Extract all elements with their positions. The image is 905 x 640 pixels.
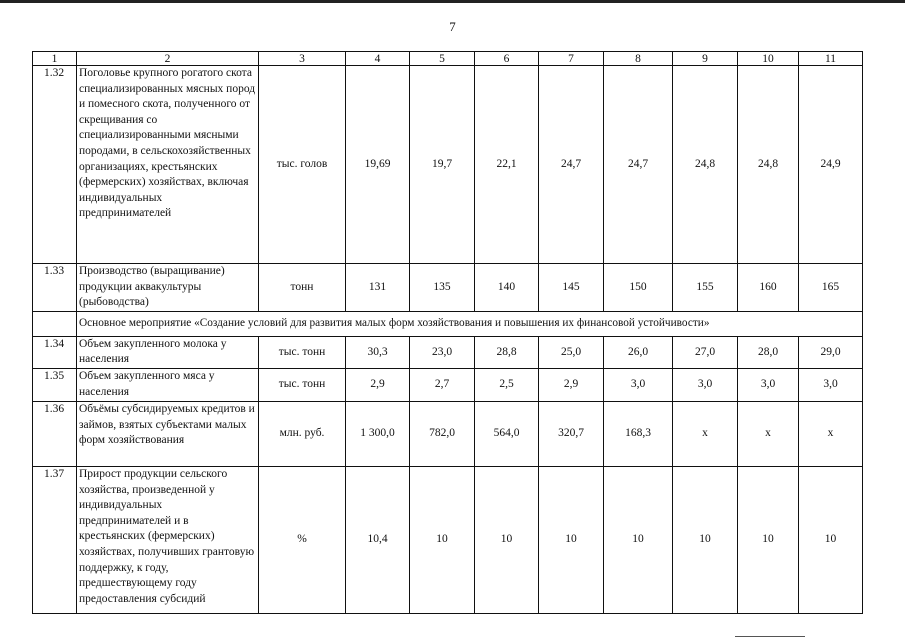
section-heading-row [33, 311, 863, 336]
value-cell: 19,7 [410, 66, 475, 264]
row-number: 1.34 [33, 336, 77, 368]
column-number: 7 [539, 52, 604, 66]
indicator-name: Прирост продукции сельского хозяйства, произведенной у индивидуальных предпринимателей и в крестьянских (фермерских) хозяйствах, получивших грантовую поддержку, к году, предшествующему году предоставления субсидий [77, 466, 259, 613]
table-row [33, 466, 863, 613]
table-row [33, 66, 863, 264]
table-row [33, 336, 863, 368]
row-number: 1.32 [33, 66, 77, 264]
value-cell: 3,0 [738, 368, 799, 401]
value-cell: 26,0 [604, 336, 673, 368]
value-cell: 320,7 [539, 401, 604, 466]
value-cell: 29,0 [799, 336, 863, 368]
value-cell: 2,5 [475, 368, 539, 401]
column-number: 9 [673, 52, 738, 66]
table-row [33, 401, 863, 466]
column-number: 4 [346, 52, 410, 66]
value-cell: 28,0 [738, 336, 799, 368]
value-cell: 10 [539, 466, 604, 613]
value-cell: 135 [410, 264, 475, 312]
column-number: 1 [33, 52, 77, 66]
unit-cell: % [259, 466, 346, 613]
value-cell: 10 [604, 466, 673, 613]
value-cell: 3,0 [604, 368, 673, 401]
value-cell: 150 [604, 264, 673, 312]
column-number: 2 [77, 52, 259, 66]
column-number: 10 [738, 52, 799, 66]
value-cell: 19,69 [346, 66, 410, 264]
value-cell: 25,0 [539, 336, 604, 368]
value-cell: 165 [799, 264, 863, 312]
value-cell: х [799, 401, 863, 466]
unit-cell: тыс. тонн [259, 368, 346, 401]
value-cell: 24,7 [539, 66, 604, 264]
row-number: 1.36 [33, 401, 77, 466]
value-cell: 10 [410, 466, 475, 613]
indicator-name: Объем закупленного мяса у населения [77, 368, 259, 401]
column-number: 8 [604, 52, 673, 66]
row-number: 1.35 [33, 368, 77, 401]
value-cell: 145 [539, 264, 604, 312]
value-cell: 160 [738, 264, 799, 312]
value-cell: 1 300,0 [346, 401, 410, 466]
value-cell: 782,0 [410, 401, 475, 466]
value-cell: 27,0 [673, 336, 738, 368]
section-heading: Основное мероприятие «Создание условий для развития малых форм хозяйствования и повышения их финансовой устойчивости» [77, 311, 863, 336]
value-cell: 24,9 [799, 66, 863, 264]
unit-cell: тыс. тонн [259, 336, 346, 368]
indicators-table [32, 51, 863, 614]
value-cell: 3,0 [799, 368, 863, 401]
column-number: 11 [799, 52, 863, 66]
value-cell: 155 [673, 264, 738, 312]
value-cell: 564,0 [475, 401, 539, 466]
value-cell: 2,9 [346, 368, 410, 401]
value-cell: х [738, 401, 799, 466]
value-cell: 10 [475, 466, 539, 613]
value-cell: 140 [475, 264, 539, 312]
value-cell: 30,3 [346, 336, 410, 368]
table-row [33, 264, 863, 312]
section-number-blank [33, 311, 77, 336]
value-cell: 131 [346, 264, 410, 312]
value-cell: 2,7 [410, 368, 475, 401]
value-cell: 24,8 [738, 66, 799, 264]
value-cell: 10 [799, 466, 863, 613]
value-cell: 24,8 [673, 66, 738, 264]
column-number: 6 [475, 52, 539, 66]
value-cell: 10 [738, 466, 799, 613]
indicator-name: Объем закупленного молока у населения [77, 336, 259, 368]
indicator-name: Объёмы субсидируемых кредитов и займов, взятых субъектами малых форм хозяйствования [77, 401, 259, 466]
unit-cell: тыс. голов [259, 66, 346, 264]
value-cell: 23,0 [410, 336, 475, 368]
unit-cell: тонн [259, 264, 346, 312]
unit-cell: млн. руб. [259, 401, 346, 466]
value-cell: 10 [673, 466, 738, 613]
row-number: 1.37 [33, 466, 77, 613]
indicator-name: Производство (выращивание) продукции аквакультуры (рыбоводства) [77, 264, 259, 312]
row-number: 1.33 [33, 264, 77, 312]
table-row [33, 368, 863, 401]
value-cell: 24,7 [604, 66, 673, 264]
value-cell: 2,9 [539, 368, 604, 401]
scan-artifact-line [735, 636, 805, 637]
top-border-line [0, 0, 905, 3]
value-cell: 168,3 [604, 401, 673, 466]
column-number: 5 [410, 52, 475, 66]
column-number: 3 [259, 52, 346, 66]
value-cell: 3,0 [673, 368, 738, 401]
column-number-row [33, 52, 863, 66]
page-number: 7 [449, 19, 456, 34]
value-cell: 10,4 [346, 466, 410, 613]
value-cell: 28,8 [475, 336, 539, 368]
indicator-name: Поголовье крупного рогатого скота специализированных мясных пород и помесного скота, полученного от скрещивания со специализированными мясными породами, в сельскохозяйственных организациях, крестьянских (фермерских) хозяйствах, включая индивидуальных предпринимателей [77, 66, 259, 264]
value-cell: 22,1 [475, 66, 539, 264]
value-cell: х [673, 401, 738, 466]
